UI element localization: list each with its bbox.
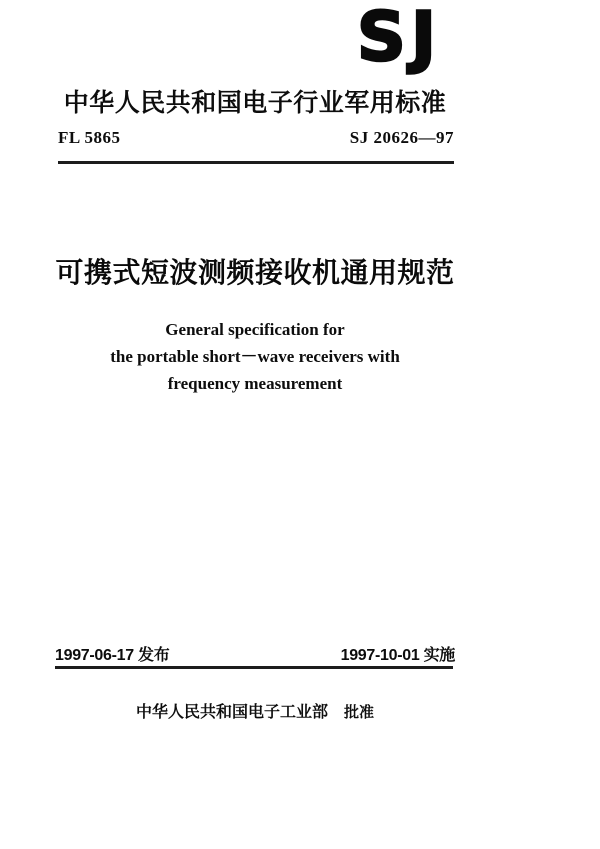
standard-title-english-line3: frequency measurement (167, 374, 343, 393)
approval-line (56, 699, 454, 722)
effective-date: 1997-10-01 实施 (340, 647, 455, 664)
standard-title-chinese: 可携式短波测频接收机通用规范 (55, 257, 455, 288)
code-row (58, 128, 454, 148)
standard-title-english-line2: the portable short－wave receivers with (110, 347, 400, 366)
standard-number: SJ 20626—97 (349, 128, 454, 147)
sj-logo: SJ (356, 0, 442, 77)
approval-authority: 中华人民共和国电子工业部 (135, 704, 328, 721)
standard-class-heading: 中华人民共和国电子行业军用标准 (63, 89, 447, 117)
approval-label: 批准 (344, 704, 375, 721)
header-rule (58, 161, 454, 164)
standard-title-english (56, 316, 454, 397)
standard-title-english-line1: General specification for (165, 320, 345, 339)
date-row (55, 642, 455, 665)
issue-date: 1997-06-17 发布 (55, 647, 170, 664)
footer-rule (55, 666, 453, 669)
fl-classification-code: FL 5865 (58, 128, 121, 147)
